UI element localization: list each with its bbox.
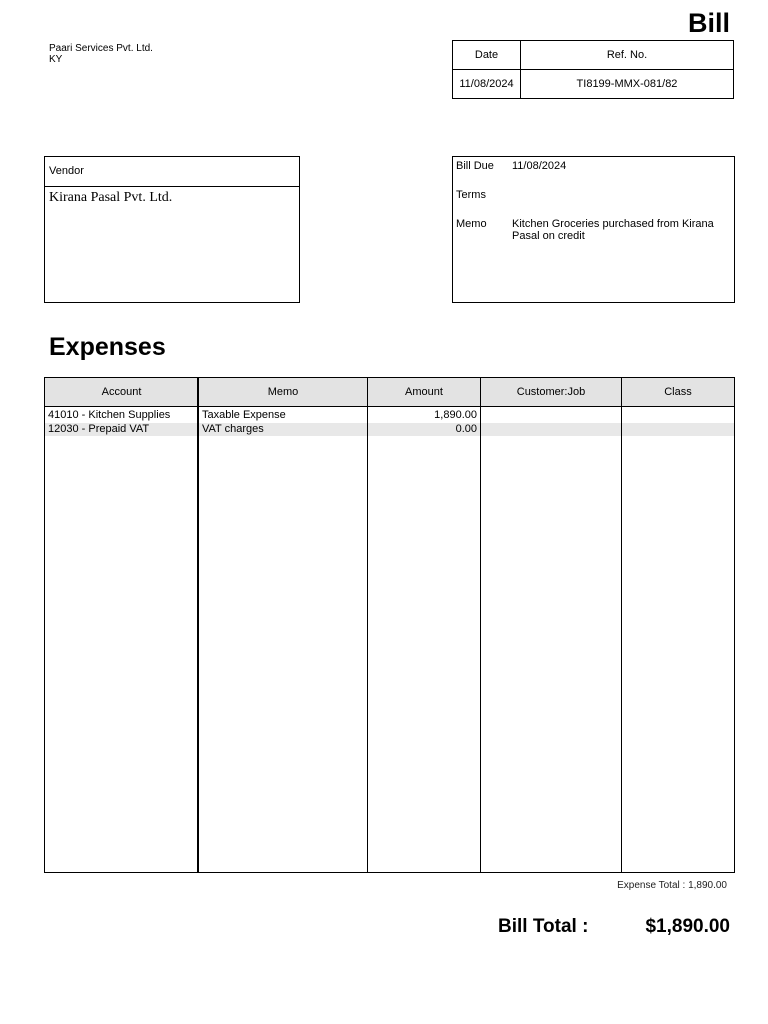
ref-value: TI8199-MMX-081/82 [576, 78, 678, 90]
expenses-title: Expenses [49, 333, 166, 361]
bill-total-value: $1,890.00 [645, 916, 730, 937]
vendor-name: Kirana Pasal Pvt. Ltd. [49, 190, 173, 205]
bill-due-label: Bill Due [456, 160, 494, 172]
company-location: KY [49, 54, 63, 65]
document-title: Bill [687, 8, 730, 38]
column-divider [480, 378, 481, 872]
company-info [49, 43, 153, 65]
cell-customer-job [484, 423, 620, 436]
expenses-table [44, 377, 735, 873]
memo-label: Memo [456, 218, 487, 230]
table-header [45, 378, 734, 407]
table-row [45, 409, 734, 422]
cell-class [625, 423, 733, 436]
cell-account: 12030 - Prepaid VAT [48, 423, 150, 435]
ref-header: Ref. No. [521, 41, 733, 70]
expense-total: Expense Total : 1,890.00 [617, 880, 727, 891]
bill-info-box [452, 156, 735, 303]
date-header: Date [453, 41, 521, 70]
bill-total-label: Bill Total : [498, 916, 589, 937]
column-header-customer-job: Customer:Job [516, 386, 586, 398]
column-header-memo: Memo [267, 386, 299, 398]
column-divider [367, 378, 368, 872]
date-value: 11/08/2024 [453, 70, 521, 98]
column-divider [197, 378, 199, 872]
column-header-amount: Amount [405, 386, 443, 398]
bill-due-value: 11/08/2024 [512, 160, 567, 172]
terms-label: Terms [456, 189, 486, 201]
date-ref-box [452, 40, 734, 99]
cell-memo: Taxable Expense [202, 409, 286, 421]
company-name: Paari Services Pvt. Ltd. [49, 43, 153, 54]
vendor-label: Vendor [45, 157, 299, 187]
cell-account: 41010 - Kitchen Supplies [48, 409, 171, 421]
column-header-class: Class [664, 386, 692, 398]
cell-amount: 0.00 [455, 423, 477, 435]
vendor-box [44, 156, 300, 303]
column-divider [621, 378, 622, 872]
cell-customer-job [484, 409, 620, 422]
column-header-account: Account [101, 386, 142, 398]
cell-class [625, 409, 733, 422]
cell-amount: 1,890.00 [434, 409, 477, 421]
cell-memo: VAT charges [202, 423, 264, 435]
memo-value: Kitchen Groceries purchased from Kirana Pasal on credit [512, 218, 714, 242]
table-row [45, 423, 734, 436]
